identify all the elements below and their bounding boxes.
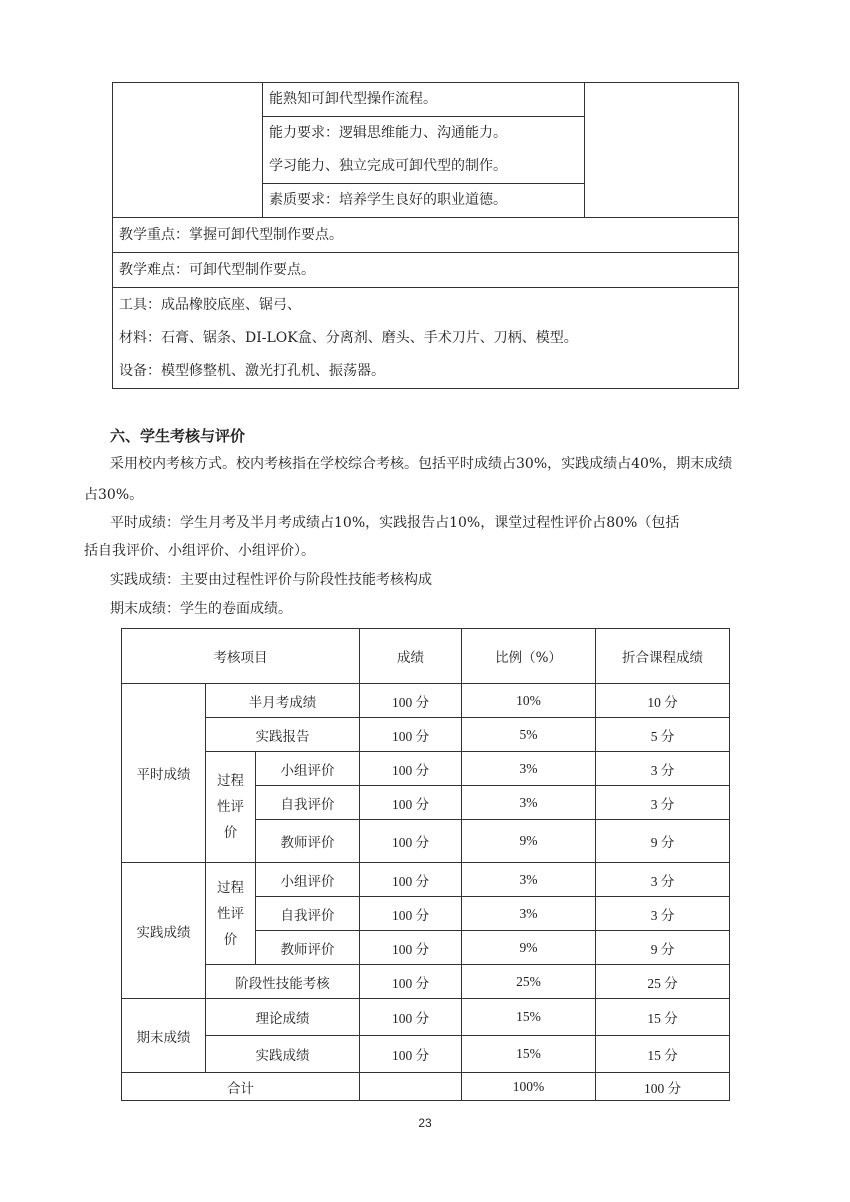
item-cell: 教师评价 [256,820,360,863]
process-eval-line: 性评 [217,799,244,815]
ratio-cell: 3% [462,897,596,931]
table-row [122,1036,730,1073]
group-cell: 平时成绩 [122,684,206,863]
ability-line: 能力要求：逻辑思维能力、沟通能力。 [269,125,507,141]
process-eval-line: 性评 [217,905,244,922]
paragraph-line: 采用校内考核方式。校内考核指在学校综合考核。包括平时成绩占30%，实践成绩占40%，期末成绩 [110,456,733,472]
equipment-line: 设备：模型修整机、激光打孔机、振荡器。 [119,362,385,379]
teaching-difficulty: 教学难点：可卸代型制作要点。 [113,253,739,288]
item-cell: 小组评价 [256,863,360,897]
ratio-cell: 25% [462,965,596,999]
score-cell: 100 分 [360,752,462,786]
table-row [122,752,730,786]
quality-requirement: 素质要求：培养学生良好的职业道德。 [263,184,585,218]
item-cell: 实践报告 [206,718,360,752]
process-eval-line: 过程 [217,879,244,896]
converted-cell: 10 分 [596,684,730,718]
ratio-cell: 10% [462,684,596,718]
group-cell: 实践成绩 [122,863,206,999]
ratio-cell: 9% [462,820,596,863]
score-cell: 100 分 [360,786,462,820]
process-eval-cell [206,863,256,965]
req-left-cell [113,83,263,218]
table-header-row [122,629,730,684]
ability-line: 学习能力、独立完成可卸代型的制作。 [269,158,507,174]
converted-cell: 3 分 [596,752,730,786]
converted-cell: 3 分 [596,786,730,820]
item-cell: 阶段性技能考核 [206,965,360,999]
ratio-cell: 5% [462,718,596,752]
table-row [122,999,730,1036]
paragraph-line: 括自我评价、小组评价、小组评价）。 [84,543,315,559]
total-row [122,1073,730,1101]
table-row [122,684,730,718]
teaching-requirements-table [112,82,739,389]
converted-cell: 3 分 [596,863,730,897]
converted-cell: 9 分 [596,931,730,965]
tools-materials-equipment [113,288,739,389]
score-cell: 100 分 [360,897,462,931]
tools-line: 工具：成品橡胶底座、锯弓、 [119,296,301,313]
paragraph-line: 实践成绩：主要由过程性评价与阶段性技能考核构成 [110,572,432,588]
ratio-cell: 3% [462,786,596,820]
header-cell: 考核项目 [122,629,360,684]
total-score [360,1073,462,1101]
process-eval-line: 价 [223,825,238,841]
total-converted: 100 分 [596,1073,730,1101]
item-cell: 实践成绩 [206,1036,360,1073]
item-cell: 自我评价 [256,786,360,820]
header-cell: 比例（%） [462,629,596,684]
item-cell: 小组评价 [256,752,360,786]
table-row [122,965,730,999]
process-eval-line: 过程 [217,773,244,789]
item-cell: 理论成绩 [206,999,360,1036]
score-cell: 100 分 [360,931,462,965]
ratio-cell: 3% [462,752,596,786]
header-cell: 折合课程成绩 [596,629,730,684]
ratio-cell: 15% [462,999,596,1036]
score-cell: 100 分 [360,863,462,897]
knowledge-requirement-tail: 能熟知可卸代型操作流程。 [263,83,585,117]
paragraph-line: 占30%。 [84,487,144,503]
score-cell: 100 分 [360,999,462,1036]
score-cell: 100 分 [360,965,462,999]
group-cell: 期末成绩 [122,999,206,1073]
converted-cell: 15 分 [596,1036,730,1073]
converted-cell: 9 分 [596,820,730,863]
ratio-cell: 15% [462,1036,596,1073]
converted-cell: 15 分 [596,999,730,1036]
converted-cell: 5 分 [596,718,730,752]
total-label: 合计 [122,1073,360,1101]
score-cell: 100 分 [360,1036,462,1073]
process-eval-line: 价 [223,931,238,948]
ability-requirement [263,117,585,184]
score-cell: 100 分 [360,718,462,752]
ratio-cell: 9% [462,931,596,965]
header-cell: 成绩 [360,629,462,684]
converted-cell: 3 分 [596,897,730,931]
materials-line: 材料：石膏、锯条、DI-LOK盒、分离剂、磨头、手术刀片、刀柄、模型。 [119,329,578,346]
paragraph-line: 平时成绩：学生月考及半月考成绩占10%，实践报告占10%，课堂过程性评价占80%（包括 [110,515,680,531]
process-eval-cell [206,752,256,863]
item-cell: 自我评价 [256,897,360,931]
score-cell: 100 分 [360,820,462,863]
paragraph-line: 期末成绩：学生的卷面成绩。 [110,601,292,617]
req-right-cell [585,83,739,218]
ratio-cell: 3% [462,863,596,897]
score-cell: 100 分 [360,684,462,718]
converted-cell: 25 分 [596,965,730,999]
item-cell: 半月考成绩 [206,684,360,718]
teaching-key-point: 教学重点：掌握可卸代型制作要点。 [113,218,739,253]
item-cell: 教师评价 [256,931,360,965]
page-number: 23 [418,1116,432,1130]
table-row [122,718,730,752]
table-row [122,863,730,897]
section-heading: 六、学生考核与评价 [110,427,246,445]
assessment-table [121,628,730,1101]
total-ratio: 100% [462,1073,596,1101]
